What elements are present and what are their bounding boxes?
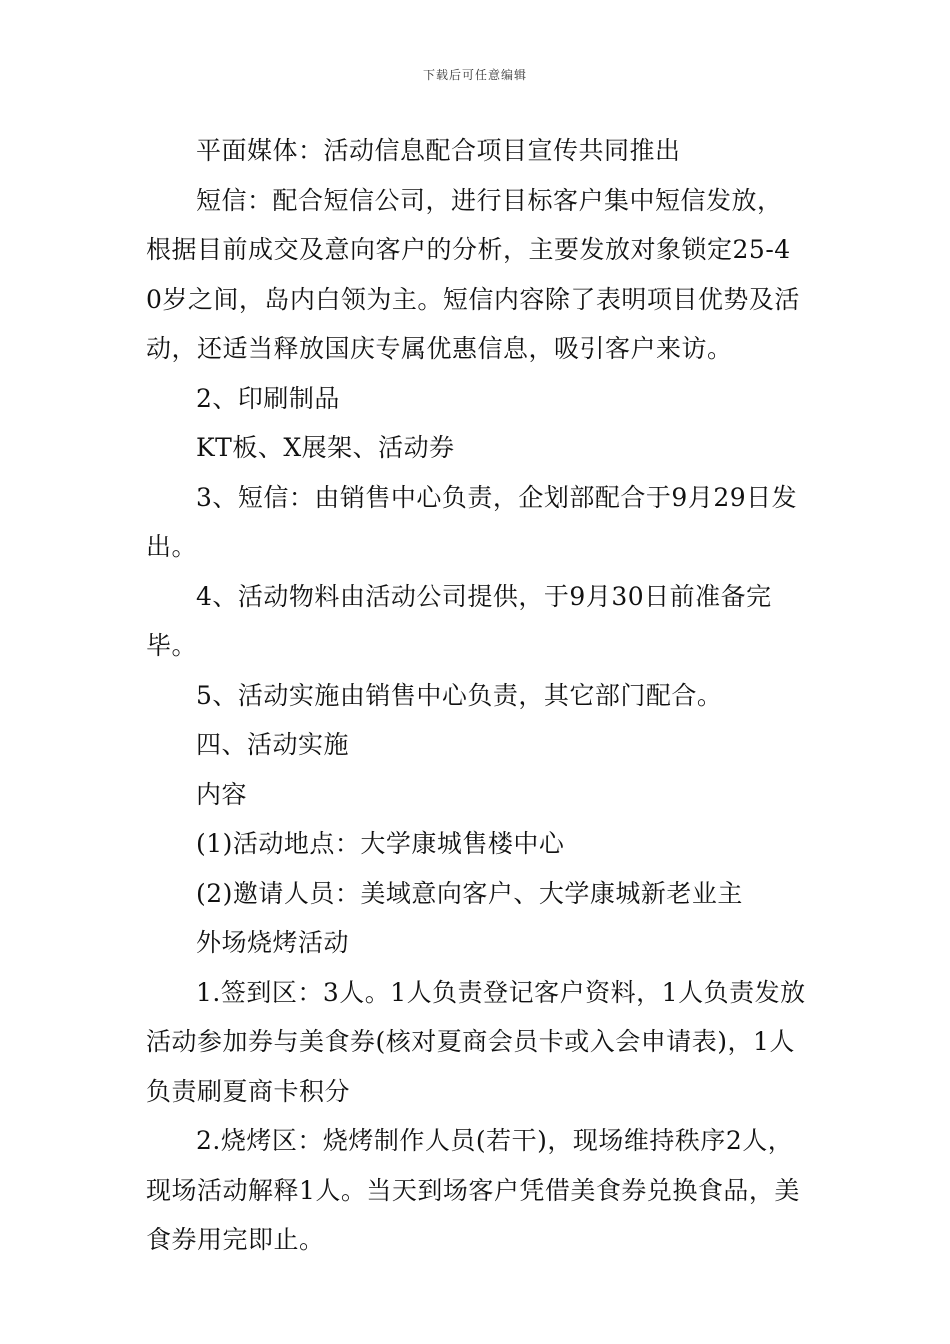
- document-body: [146, 126, 806, 1265]
- paragraph-invitees: (2)邀请人员：美域意向客户、大学康城新老业主: [196, 878, 743, 908]
- paragraph-printed-materials-list: KT板、X展架、活动券: [196, 433, 455, 462]
- paragraph-implementation-owner: 5、活动实施由销售中心负责，其它部门配合。: [196, 680, 723, 710]
- paragraph-printed-materials-heading: 2、印刷制品: [196, 383, 340, 413]
- paragraph-print-media: 平面媒体：活动信息配合项目宣传共同推出: [196, 136, 681, 165]
- paragraph-signin-area: 1.签到区：3人。1人负责登记客户资料，1人负责发放活动参加券与美食券(核对夏商会员卡或入会申请表)，1人负责刷夏商卡积分: [146, 977, 806, 1106]
- header-note: 下载后可任意编辑: [422, 68, 527, 82]
- paragraph-materials-supply: 4、活动物料由活动公司提供，于9月30日前准备完毕。: [146, 581, 772, 660]
- paragraph-sms-schedule: 3、短信：由销售中心负责，企划部配合于9月29日发出。: [146, 482, 798, 561]
- section-heading-content: 内容: [196, 779, 248, 809]
- section-heading-bbq: 外场烧烤活动: [196, 928, 350, 957]
- paragraph-sms-plan: 短信：配合短信公司，进行目标客户集中短信发放，根据目前成交及意向客户的分析，主要发放对象锁定25-40岁之间，岛内白领为主。短信内容除了表明项目优势及活动，还适当释放国庆专属优惠信息，吸引客户来访。: [146, 185, 800, 363]
- section-heading-implementation: 四、活动实施: [196, 730, 350, 759]
- paragraph-location: (1)活动地点：大学康城售楼中心: [196, 829, 565, 858]
- paragraph-bbq-area: 2.烧烤区：烧烤制作人员(若干)，现场维持秩序2人，现场活动解释1人。当天到场客户凭借美食券兑换食品，美食券用完即止。: [146, 1126, 800, 1254]
